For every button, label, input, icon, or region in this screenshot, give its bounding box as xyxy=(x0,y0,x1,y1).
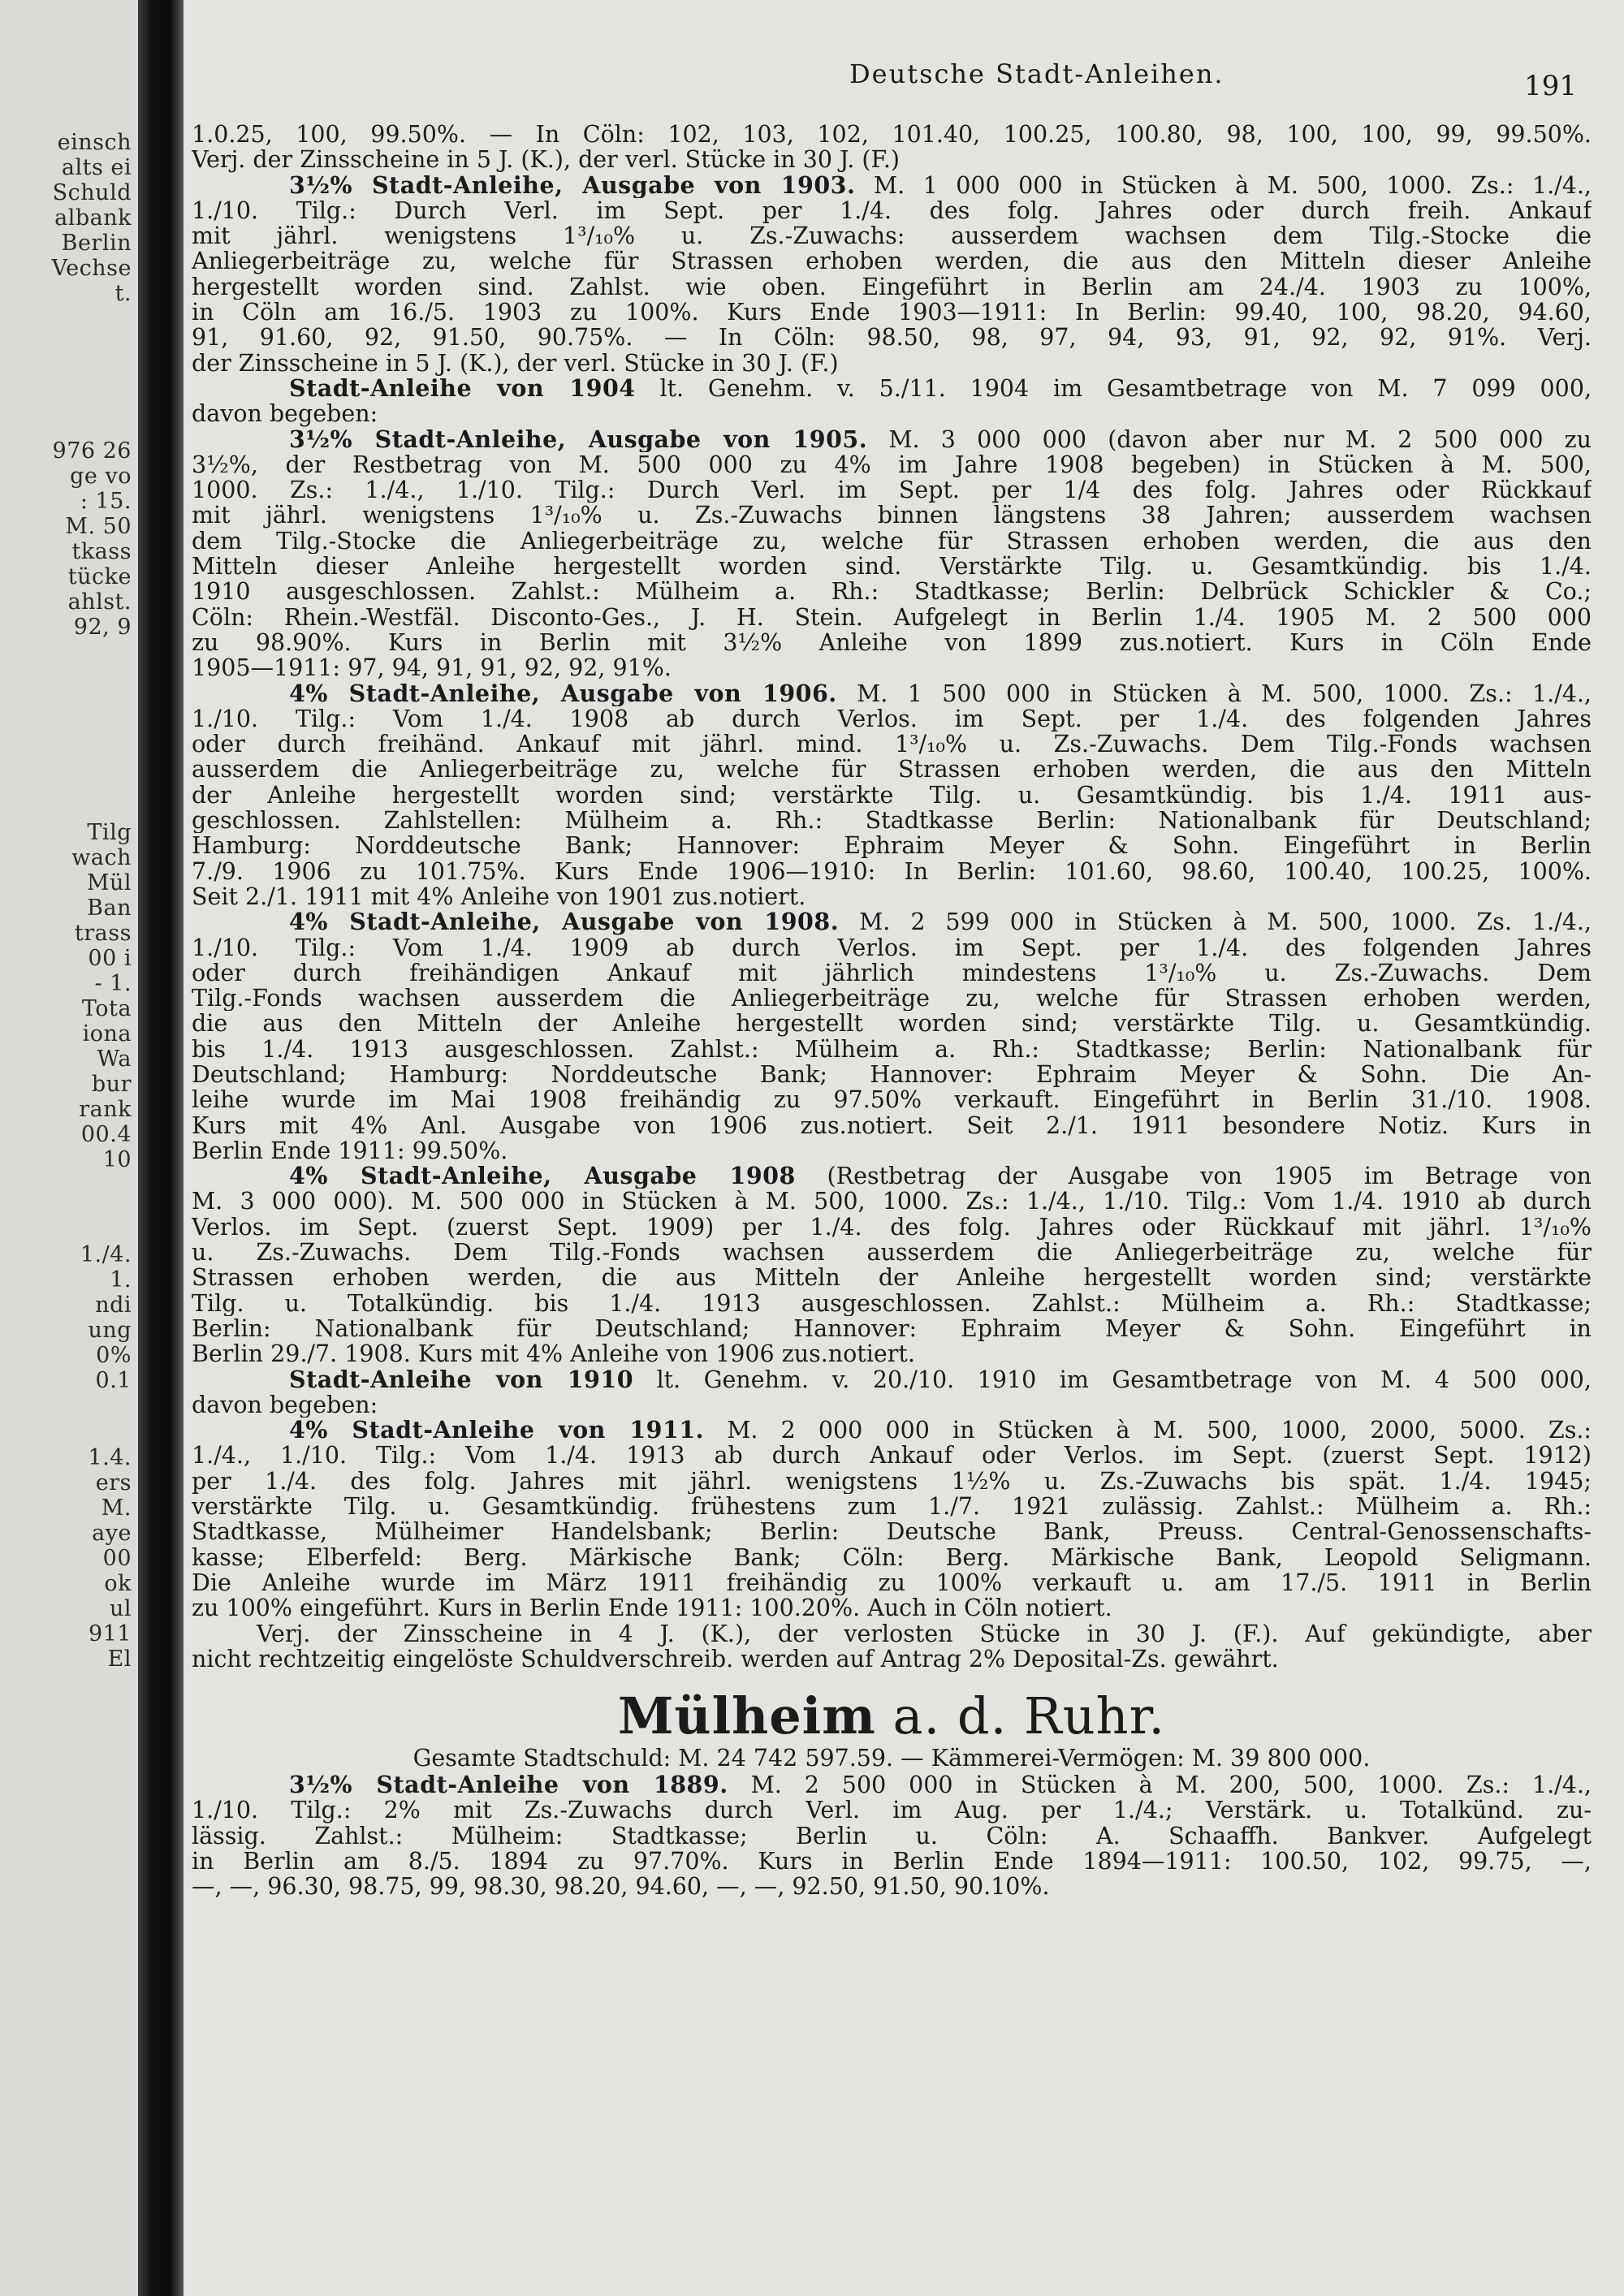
line-text: M. 2 000 000 in Stücken à M. 500, 1000, 2000, 5000. Zs.: xyxy=(704,1418,1592,1444)
line-text: lt. Genehm. v. 20./10. 1910 im Gesamtbetrage von M. 4 500 000, xyxy=(633,1366,1592,1392)
text-line xyxy=(192,1215,1592,1240)
line-text: oder durch freihändigen Ankauf mit jährlich mindestens 1³/₁₀% u. Zs.-Zuwachs. Dem xyxy=(192,960,1592,986)
line-text: Berlin 29./7. 1908. Kurs mit 4% Anleihe von 1906 zus.notiert. xyxy=(192,1341,915,1367)
left-page-text-fragment: aye xyxy=(92,1521,132,1546)
book-gutter xyxy=(138,0,184,2296)
text-line xyxy=(192,554,1592,579)
text-line xyxy=(192,1570,1592,1595)
left-page-text-fragment: 92, 9 xyxy=(73,615,132,640)
text-line xyxy=(192,579,1592,604)
left-page-text-fragment: M. 50 xyxy=(65,514,132,539)
text-line xyxy=(192,1113,1592,1138)
line-text: hergestellt worden sind. Zahlst. wie oben. Eingeführt in Berlin am 24./4. 1903 zu 100%, xyxy=(192,274,1592,300)
line-text: mit jährl. wenigstens 1³/₁₀% u. Zs.-Zuwachs: ausserdem wachsen dem Tilg.-Stocke die xyxy=(192,223,1592,249)
running-header: Deutsche Stadt-Anleihen. xyxy=(849,58,1224,89)
left-page-text-fragment: Ban xyxy=(87,896,132,921)
text-line xyxy=(192,274,1592,300)
line-text: 1910 ausgeschlossen. Zahlst.: Mülheim a. Rh.: Stadtkasse; Berlin: Delbrück Schickler & Co.; xyxy=(192,579,1592,605)
document-page xyxy=(184,0,1624,2296)
text-line xyxy=(192,1316,1592,1341)
left-page-text-fragment: Tilg xyxy=(87,820,132,845)
left-page-text-fragment: einsch xyxy=(57,130,132,155)
main-text-block xyxy=(192,122,1592,1672)
line-text: leihe wurde im Mai 1908 freihändig zu 97.50% verkauft. Eingeführt in Berlin 31./10. 1908. xyxy=(192,1087,1592,1113)
line-text: zu 98.90%. Kurs in Berlin mit 3½% Anleihe von 1899 zus.notiert. Kurs in Cöln Ende xyxy=(192,629,1592,656)
text-line xyxy=(192,351,1592,376)
left-page-text-fragment: 00.4 xyxy=(80,1122,132,1147)
left-page-text-fragment: M. xyxy=(101,1495,132,1521)
adjacent-page-fragment xyxy=(0,0,138,2296)
text-line xyxy=(192,1823,1592,1849)
line-text: Tilg. u. Totalkündig. bis 1./4. 1913 ausgeschlossen. Zahlst.: Mülheim a. Rh.: Stadtkasse; xyxy=(192,1290,1592,1316)
line-text: in Berlin am 8./5. 1894 zu 97.70%. Kurs in Berlin Ende 1894—1911: 100.50, 102, 99.75, —, xyxy=(192,1849,1592,1875)
line-text: Seit 2./1. 1911 mit 4% Anleihe von 1901 zus.notiert. xyxy=(192,883,806,910)
line-text: verstärkte Tilg. u. Gesamtkündig. frühestens zum 1./7. 1921 zulässig. Zahlst.: Mülheim a. Rh.: xyxy=(192,1494,1592,1520)
left-page-text-fragment: El xyxy=(107,1646,132,1672)
line-text: der Zinsscheine in 5 J. (K.), der verl. Stücke in 30 J. (F.) xyxy=(192,350,839,376)
text-line xyxy=(192,1392,1592,1418)
bond-title: 4% Stadt-Anleihe, Ausgabe von 1908. xyxy=(289,909,840,935)
bond-title: 4% Stadt-Anleihe, Ausgabe 1908 xyxy=(289,1163,796,1189)
line-text: Berlin Ende 1911: 99.50%. xyxy=(192,1137,508,1164)
line-text: 1./10. Tilg.: Vom 1./4. 1909 ab durch Verlos. im Sept. per 1./4. des folgenden Jahres xyxy=(192,934,1592,960)
city-text-block xyxy=(192,1772,1592,1899)
entry-heading-line xyxy=(192,173,1592,198)
text-line xyxy=(192,1874,1592,1899)
line-text: 1000. Zs.: 1./4., 1./10. Tilg.: Durch Verl. im Sept. per 1/4 des folg. Jahres oder Rückkauf xyxy=(192,477,1592,503)
line-text: ausserdem die Anliegerbeiträge zu, welche für Strassen erhoben werden, die aus den Mitteln xyxy=(192,757,1592,783)
line-text: mit jährl. wenigstens 1³/₁₀% u. Zs.-Zuwachs binnen längstens 38 Jahren; ausserdem wachsen xyxy=(192,503,1592,529)
text-line xyxy=(192,605,1592,630)
left-page-text-fragment: ers xyxy=(95,1470,132,1495)
text-line xyxy=(192,1037,1592,1062)
line-text: per 1./4. des folg. Jahres mit jährl. wenigstens 1½% u. Zs.-Zuwachs bis spät. 1./4. 1945; xyxy=(192,1468,1592,1495)
line-text: lässig. Zahlst.: Mülheim: Stadtkasse; Berlin u. Cöln: A. Schaaffh. Bankver. Aufgelegt xyxy=(192,1823,1592,1849)
city-debt-summary: Gesamte Stadtschuld: M. 24 742 597.59. — Kämmerei-Vermögen: M. 39 800 000. xyxy=(412,1745,1371,1772)
left-page-text-fragment: alts ei xyxy=(61,155,132,180)
line-text: davon begeben: xyxy=(192,1392,378,1418)
line-text: Kurs mit 4% Anl. Ausgabe von 1906 zus.notiert. Seit 2./1. 1911 besondere Notiz. Kurs in xyxy=(192,1112,1592,1138)
left-page-text-fragment: t. xyxy=(114,281,132,306)
entry-heading-line xyxy=(192,376,1592,401)
left-page-text-fragment: 1./4. xyxy=(80,1242,132,1267)
line-text: 1.0.25, 100, 99.50%. — In Cöln: 102, 103, 102, 101.40, 100.25, 100.80, 98, 100, 100, 99, 99.50%. xyxy=(192,122,1592,148)
text-line xyxy=(192,1062,1592,1087)
left-page-text-fragment: 0.1 xyxy=(95,1368,132,1393)
text-line xyxy=(192,1265,1592,1290)
text-line xyxy=(192,1443,1592,1468)
line-text: 1905—1911: 97, 94, 91, 91, 92, 92, 91%. xyxy=(192,655,672,681)
line-text: kasse; Elberfeld: Berg. Märkische Bank; Cöln: Berg. Märkische Bank, Leopold Seligmann. xyxy=(192,1544,1592,1570)
line-text: 7./9. 1906 zu 101.75%. Kurs Ende 1906—1910: In Berlin: 101.60, 98.60, 100.40, 100.25, 100%. xyxy=(192,858,1592,884)
text-line xyxy=(192,960,1592,986)
line-text: Cöln: Rhein.-Westfäl. Disconto-Ges., J. H. Stein. Aufgelegt in Berlin 1./4. 1905 M. 2 500 000 xyxy=(192,604,1592,630)
left-page-text-fragment: 10 xyxy=(102,1147,132,1172)
left-page-text-fragment: 0% xyxy=(96,1343,132,1368)
line-text: M. 1 500 000 in Stücken à M. 500, 1000. Zs.: 1./4., xyxy=(836,680,1592,706)
text-line xyxy=(192,1646,1592,1672)
left-page-text-fragment: 00 i xyxy=(88,946,132,971)
text-line xyxy=(192,1138,1592,1163)
left-page-text-fragment: Berlin xyxy=(61,231,132,256)
text-line xyxy=(192,783,1592,808)
line-text: M. 1 000 000 in Stücken à M. 500, 1000. Zs.: 1./4., xyxy=(855,172,1592,198)
text-line xyxy=(192,401,1592,426)
left-page-text-fragment: tücke xyxy=(67,564,132,589)
left-page-text-fragment: ge vo xyxy=(70,464,132,489)
line-text: 91, 91.60, 92, 91.50, 90.75%. — In Cöln: 98.50, 98, 97, 94, 93, 91, 92, 92, 91%. Verj. xyxy=(192,325,1592,351)
line-text: 1./10. Tilg.: 2% mit Zs.-Zuwachs durch Verl. im Aug. per 1./4.; Verstärk. u. Totalkünd. zu- xyxy=(192,1798,1592,1823)
line-text: Verlos. im Sept. (zuerst Sept. 1909) per 1./4. des folg. Jahres oder Rückkauf mit jährl. 1³/₁₀% xyxy=(192,1214,1592,1241)
text-line xyxy=(192,503,1592,528)
line-text: oder durch freihänd. Ankauf mit jährl. mind. 1³/₁₀% u. Zs.-Zuwachs. Dem Tilg.-Fonds wachsen xyxy=(192,732,1592,757)
left-page-text-fragment: 976 26 xyxy=(52,438,132,464)
line-text: —, —, 96.30, 98.75, 99, 98.30, 98.20, 94.60, —, —, 92.50, 91.50, 90.10%. xyxy=(192,1874,1050,1900)
text-line xyxy=(192,1494,1592,1519)
left-page-text-fragment: bur xyxy=(91,1072,132,1097)
left-page-text-fragment: ul xyxy=(109,1596,132,1621)
bond-title: 3½% Stadt-Anleihe von 1889. xyxy=(289,1772,728,1798)
entry-heading-line xyxy=(192,427,1592,452)
line-text: Stadtkasse, Mülheimer Handelsbank; Berlin: Deutsche Bank, Preuss. Central-Genossenschafts- xyxy=(192,1519,1592,1545)
text-line xyxy=(192,986,1592,1011)
left-page-text-fragment: Vechse xyxy=(51,256,132,281)
line-text: Hamburg: Norddeutsche Bank; Hannover: Ephraim Meyer & Sohn. Eingeführt in Berlin xyxy=(192,833,1592,859)
left-page-text-fragment: 911 xyxy=(88,1621,132,1646)
entry-heading-line xyxy=(192,909,1592,934)
line-text: 1./10. Tilg.: Vom 1./4. 1908 ab durch Verlos. im Sept. per 1./4. des folgenden Jahres xyxy=(192,706,1592,732)
line-text: M. 2 599 000 in Stücken à M. 500, 1000. Zs. 1./4., xyxy=(839,909,1592,935)
text-line xyxy=(192,655,1592,680)
text-line xyxy=(192,706,1592,732)
line-text: Tilg.-Fonds wachsen ausserdem die Anliegerbeiträge zu, welche für Strassen erhoben werden, xyxy=(192,986,1592,1012)
city-suffix: a. d. Ruhr. xyxy=(875,1686,1166,1746)
text-line xyxy=(192,122,1592,147)
text-line xyxy=(192,1011,1592,1036)
line-text: die aus den Mitteln der Anleihe hergestellt worden sind; verstärkte Tilg. u. Gesamtkündig. xyxy=(192,1011,1592,1037)
line-text: M. 3 000 000). M. 500 000 in Stücken à M. 500, 1000. Zs.: 1./4., 1./10. Tilg.: Vom 1./4. 1910 ab durch xyxy=(192,1189,1592,1215)
text-line xyxy=(192,477,1592,503)
text-line xyxy=(192,1545,1592,1570)
city-heading xyxy=(192,1688,1592,1745)
entry-heading-line xyxy=(192,681,1592,706)
line-text: zu 100% eingeführt. Kurs in Berlin Ende 1911: 100.20%. Auch in Cöln notiert. xyxy=(192,1595,1112,1621)
entry-heading-line xyxy=(192,1163,1592,1189)
line-text: Strassen erhoben werden, die aus Mitteln der Anleihe hergestellt worden sind; verstärkte xyxy=(192,1265,1592,1291)
line-text: Verj. der Zinsscheine in 5 J. (K.), der verl. Stücke in 30 J. (F.) xyxy=(192,147,900,173)
left-page-text-fragment: Tota xyxy=(81,996,132,1021)
left-page-text-fragment: ok xyxy=(104,1571,132,1596)
bond-title: Stadt-Anleihe von 1910 xyxy=(289,1366,634,1392)
text-line xyxy=(192,1798,1592,1823)
line-text: lt. Genehm. v. 5./11. 1904 im Gesamtbetrage von M. 7 099 000, xyxy=(635,375,1592,402)
text-line xyxy=(192,833,1592,858)
line-text: Mitteln dieser Anleihe hergestellt worden sind. Verstärkte Tilg. u. Gesamtkündig. bis 1./4. xyxy=(192,554,1592,580)
page-number: 191 xyxy=(1524,70,1577,102)
line-text: Deutschland; Hamburg: Norddeutsche Bank; Hannover: Ephraim Meyer & Sohn. Die An- xyxy=(192,1061,1592,1088)
line-text: 3½%, der Restbetrag von M. 500 000 zu 4% im Jahre 1908 begeben) in Stücken à M. 500, xyxy=(192,451,1592,478)
text-line xyxy=(192,630,1592,655)
text-line xyxy=(192,1469,1592,1494)
text-line xyxy=(192,1621,1592,1646)
text-line xyxy=(192,1291,1592,1316)
left-page-text-fragment: wach xyxy=(71,845,132,870)
text-line xyxy=(192,300,1592,325)
text-line xyxy=(192,732,1592,757)
bond-title: 4% Stadt-Anleihe, Ausgabe von 1906. xyxy=(289,680,837,706)
text-line xyxy=(192,325,1592,350)
text-line xyxy=(192,529,1592,554)
line-text: (Restbetrag der Ausgabe von 1905 im Betrage von xyxy=(795,1163,1592,1189)
left-page-text-fragment: Wa xyxy=(97,1047,132,1072)
line-text: u. Zs.-Zuwachs. Dem Tilg.-Fonds wachsen ausserdem die Anliegerbeiträge zu, welche für xyxy=(192,1240,1592,1266)
text-line xyxy=(192,808,1592,833)
left-page-text-fragment: 00 xyxy=(102,1546,132,1571)
line-text: nicht rechtzeitig eingelöste Schuldverschreib. werden auf Antrag 2% Deposital-Zs. gewährt. xyxy=(192,1646,1279,1672)
left-page-text-fragment: 1. xyxy=(110,1267,132,1293)
text-line xyxy=(192,452,1592,477)
body-text xyxy=(184,122,1624,1900)
text-line xyxy=(192,1189,1592,1214)
left-page-text-fragment: Schuld xyxy=(52,180,132,205)
text-line xyxy=(192,223,1592,248)
line-text: dem Tilg.-Stocke die Anliegerbeiträge zu, welche für Strassen erhoben werden, die aus den xyxy=(192,528,1592,555)
line-text: M. 3 000 000 (davon aber nur M. 2 500 000 zu xyxy=(867,426,1592,452)
line-text: bis 1./4. 1913 ausgeschlossen. Zahlst.: Mülheim a. Rh.: Stadtkasse; Berlin: Nationalbank für xyxy=(192,1036,1592,1062)
left-page-text-fragment: iona xyxy=(82,1021,132,1047)
left-page-text-fragment: albank xyxy=(54,205,132,231)
entry-heading-line xyxy=(192,1772,1592,1798)
text-line xyxy=(192,147,1592,172)
bond-title: 4% Stadt-Anleihe von 1911. xyxy=(289,1418,705,1444)
line-text: 1./4., 1./10. Tilg.: Vom 1./4. 1913 ab durch Ankauf oder Verlos. im Sept. (zuerst Sept. 1912) xyxy=(192,1443,1592,1469)
line-text: der Anleihe hergestellt worden sind; verstärkte Tilg. u. Gesamtkündig. bis 1./4. 1911 aus- xyxy=(192,782,1592,809)
text-line xyxy=(192,1849,1592,1874)
entry-heading-line xyxy=(192,1418,1592,1443)
text-line xyxy=(192,1595,1592,1621)
left-page-text-fragment: rank xyxy=(79,1097,132,1122)
left-page-text-fragment: - 1. xyxy=(94,971,132,996)
line-text: 1./10. Tilg.: Durch Verl. im Sept. per 1./4. des folg. Jahres oder durch freih. Ankauf xyxy=(192,197,1592,224)
left-page-text-fragment: 1.4. xyxy=(88,1445,132,1470)
left-page-text-fragment: tkass xyxy=(71,539,132,564)
line-text: davon begeben: xyxy=(192,401,378,427)
text-line xyxy=(192,859,1592,884)
line-text: Verj. der Zinsscheine in 4 J. (K.), der verlosten Stücke in 30 J. (F.). Auf gekündigte, aber xyxy=(257,1621,1592,1646)
text-line xyxy=(192,198,1592,223)
bond-title: Stadt-Anleihe von 1904 xyxy=(289,375,636,402)
left-page-text-fragment: ahlst. xyxy=(67,589,132,615)
left-page-text-fragment: trass xyxy=(74,921,132,946)
line-text: Berlin: Nationalbank für Deutschland; Hannover: Ephraim Meyer & Sohn. Eingeführt in xyxy=(192,1315,1592,1342)
left-page-text-fragment: ndi xyxy=(95,1293,132,1318)
text-line xyxy=(192,1519,1592,1544)
line-text: Die Anleihe wurde im März 1911 freihändig zu 100% verkauft u. am 17./5. 1911 in Berlin xyxy=(192,1569,1592,1596)
entry-heading-line xyxy=(192,1367,1592,1392)
left-page-text-fragment: ung xyxy=(88,1318,132,1343)
bond-title: 3½% Stadt-Anleihe, Ausgabe von 1903. xyxy=(289,172,856,198)
text-line xyxy=(192,248,1592,274)
line-text: geschlossen. Zahlstellen: Mülheim a. Rh.: Stadtkasse Berlin: Nationalbank für Deutschland; xyxy=(192,808,1592,834)
left-page-text-fragment: : 15. xyxy=(80,489,132,514)
text-line xyxy=(192,1341,1592,1366)
text-line xyxy=(192,884,1592,909)
text-line xyxy=(192,1240,1592,1265)
line-text: in Cöln am 16./5. 1903 zu 100%. Kurs Ende 1903—1911: In Berlin: 99.40, 100, 98.20, 94.60, xyxy=(192,300,1592,326)
line-text: M. 2 500 000 in Stücken à M. 200, 500, 1000. Zs.: 1./4., xyxy=(728,1772,1592,1798)
text-line xyxy=(192,1087,1592,1112)
line-text: Anliegerbeiträge zu, welche für Strassen erhoben werden, die aus den Mitteln dieser Anleihe xyxy=(192,248,1592,274)
text-line xyxy=(192,757,1592,782)
left-page-text-fragment: Mül xyxy=(86,870,132,896)
text-line xyxy=(192,935,1592,960)
city-name: Mülheim xyxy=(617,1686,876,1746)
bond-title: 3½% Stadt-Anleihe, Ausgabe von 1905. xyxy=(289,426,868,452)
